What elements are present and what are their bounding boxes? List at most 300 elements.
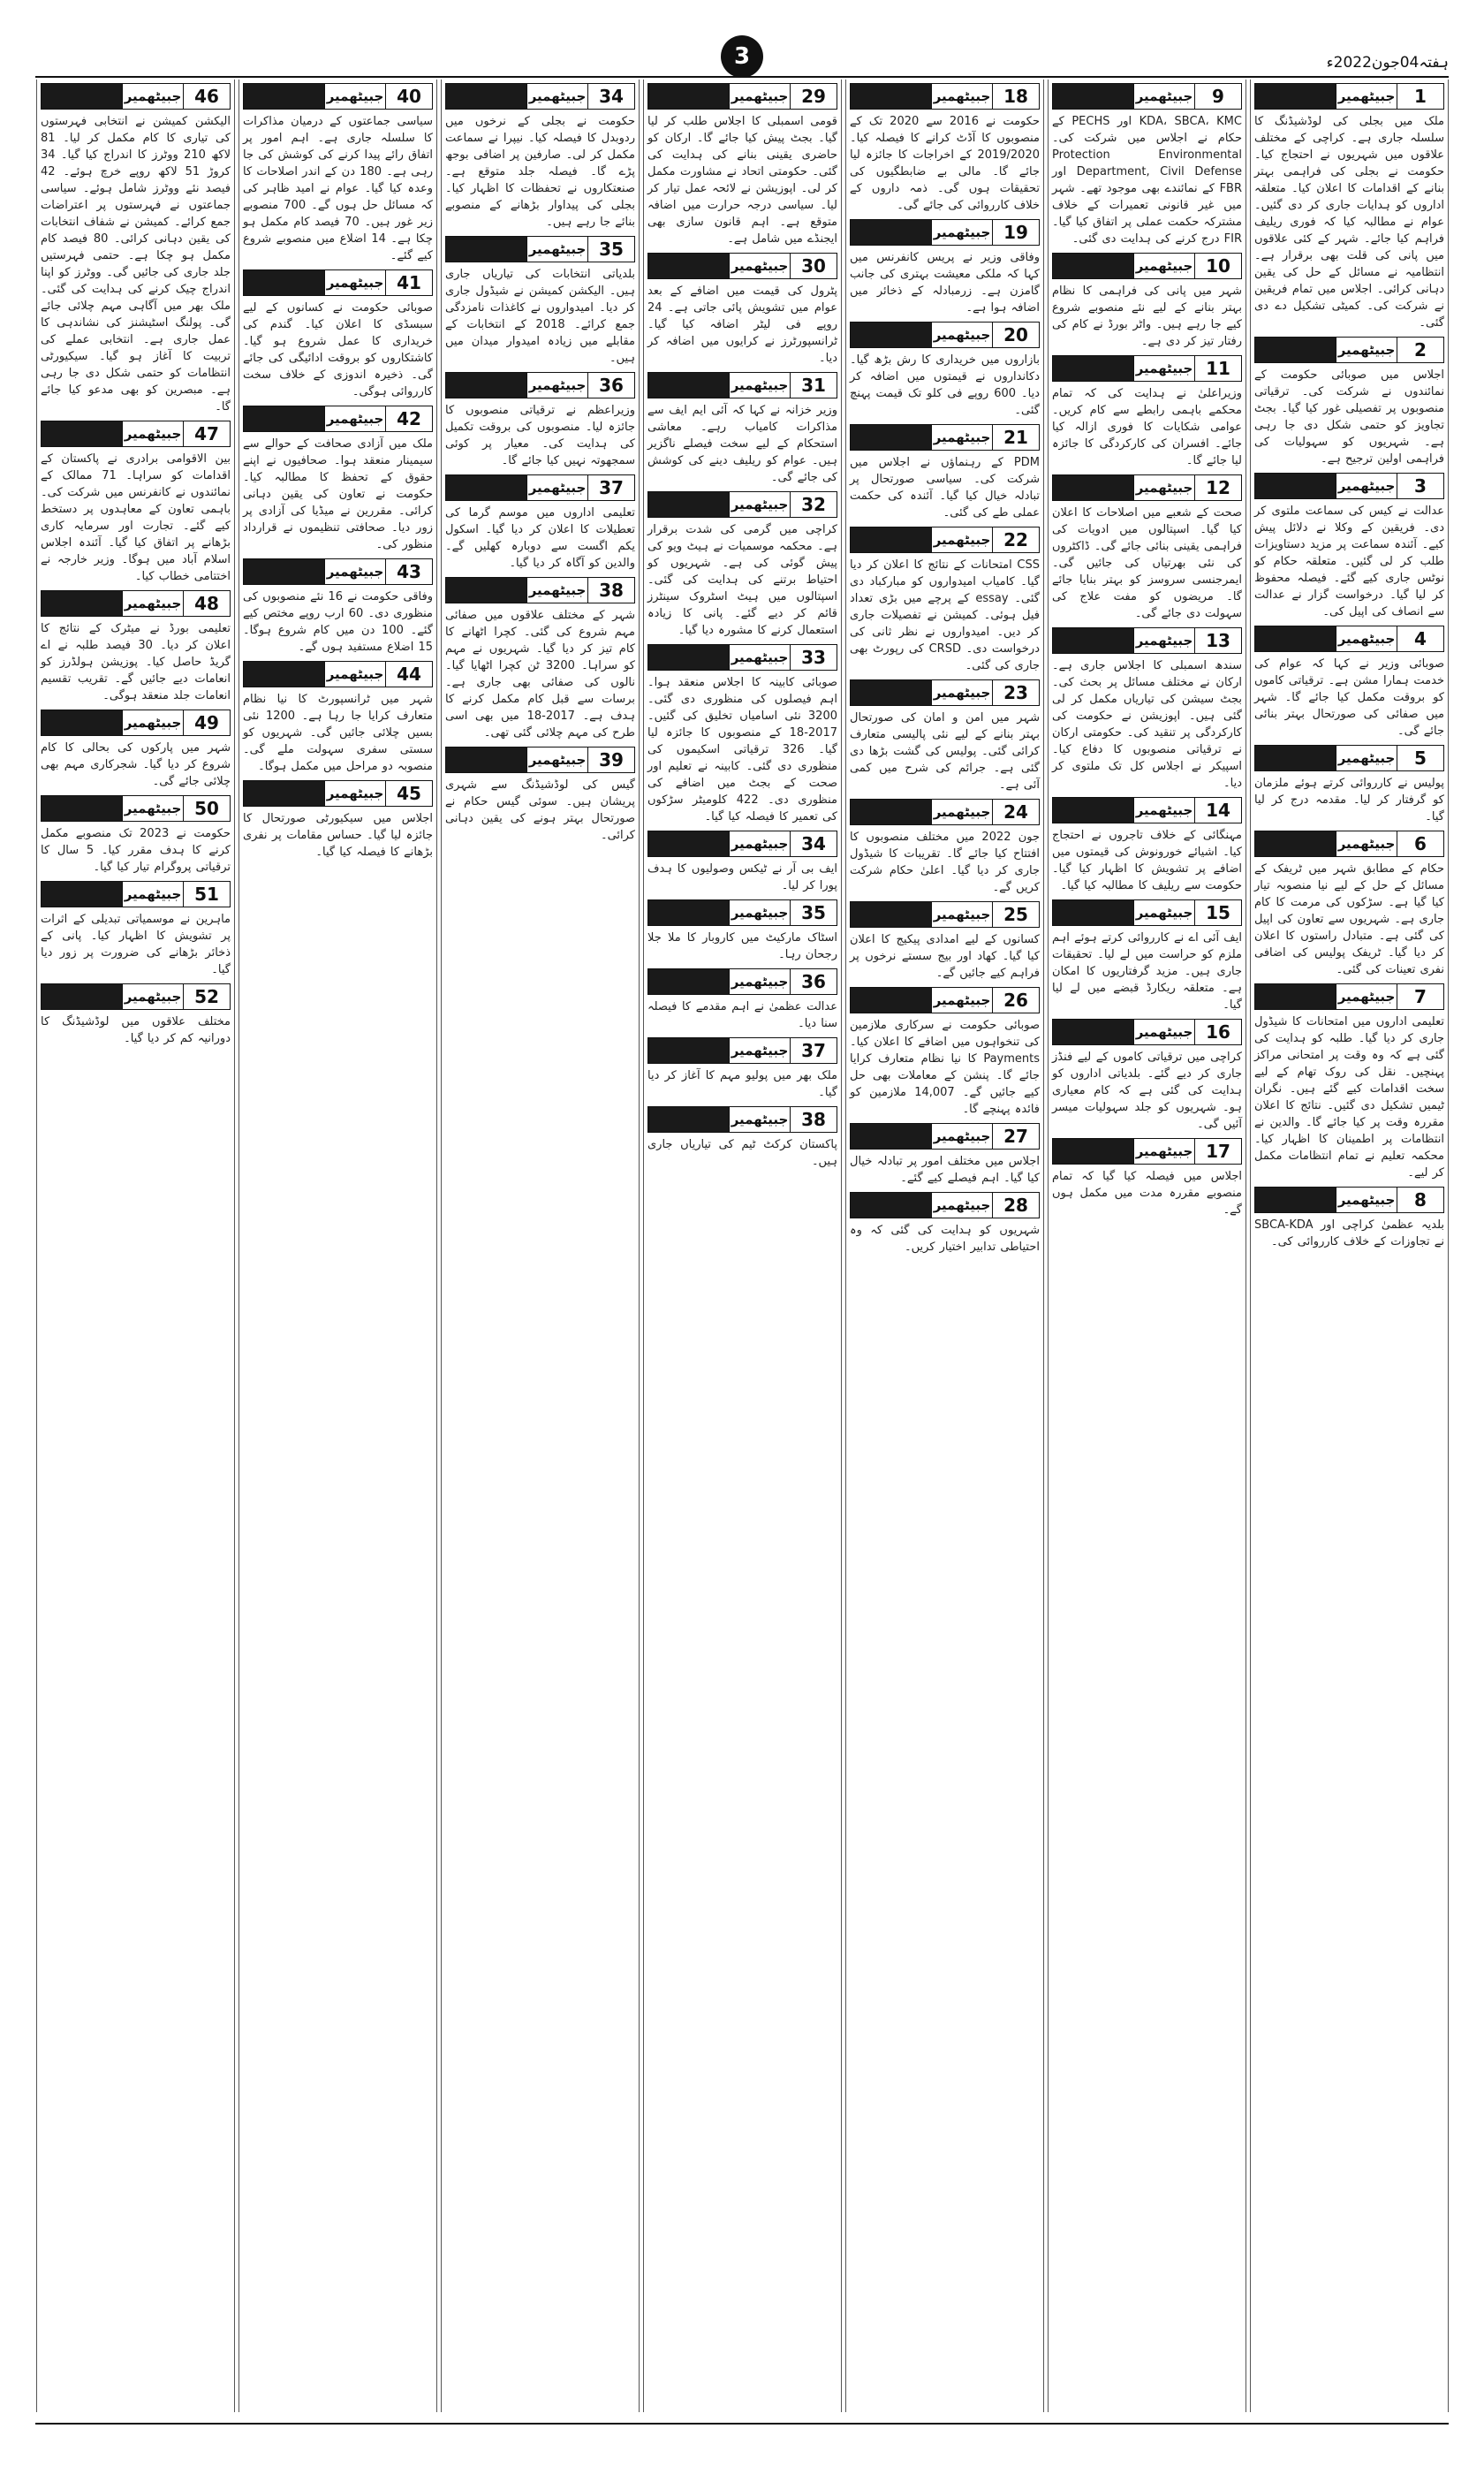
news-item [41,881,231,978]
news-item-body: پاکستان کرکٹ ٹیم کی تیاریاں جاری ہیں۔ [647,1138,837,1168]
news-item-number: 36 [588,373,634,398]
news-header-bar [42,421,122,446]
news-item-body: تعلیمی بورڈ نے میٹرک کے نتائج کا اعلان کر دیا۔ 30 فیصد طلبہ نے اے گریڈ حاصل کیا۔ پوزیشن ہولڈرز کو انعامات دیے جائیں گے۔ تقریب تقسیم انعامات جلد منعقد ہوگی۔ [41,622,231,702]
news-header-bar [42,882,122,907]
news-column [1250,80,1449,2412]
news-item-header [647,644,837,671]
news-item-label: جبیٹھمیر [324,559,386,584]
news-item [647,253,837,367]
news-item-number: 19 [993,220,1039,245]
news-header-bar [648,900,729,925]
news-item-label: جبیٹھمیر [526,748,588,772]
news-header-bar [446,475,526,500]
news-item-body: صوبائی کابینہ کا اجلاس منعقد ہوا۔ اہم فیصلوں کی منظوری دی گئی۔ 3200 نئی اسامیاں تخلیق کی گئیں۔ 2017-18 کے منصوبوں کا جائزہ لیا گیا۔ 326 ترقیاتی اسکیموں کی منظوری دی گئی۔ کابینہ نے تعلیم اور صحت کے بجٹ میں اضافے کی منظوری دی۔ 422 کلومیٹر سڑکوں کی تعمیر کا فیصلہ کیا گیا۔ [647,676,837,823]
news-item-number: 48 [184,591,230,616]
news-item [243,661,433,775]
news-item-number: 6 [1397,831,1443,856]
news-item-body: CSS امتحانات کے نتائج کا اعلان کر دیا گیا۔ کامیاب امیدواروں کو مبارکباد دی گئی۔ essay کے پرچے میں بڑی تعداد فیل ہوئی۔ کمیشن نے تفصیلات جاری کر دیں۔ امیدواروں نے نظر ثانی کی درخواست دی۔ CRSD کی رپورٹ بھی جاری کی گئی۔ [850,558,1040,672]
news-header-bar [244,559,324,584]
news-item [1254,983,1444,1181]
news-header-bar [648,492,729,517]
news-item-header [1254,831,1444,857]
news-item-number: 22 [993,527,1039,552]
news-item-label: جبیٹھمیر [1133,628,1195,653]
news-header-bar [851,84,931,109]
news-item-number: 46 [184,84,230,109]
news-item-number: 37 [791,1038,837,1063]
news-item [1052,1019,1242,1133]
news-item-number: 37 [588,475,634,500]
news-item [850,799,1040,896]
news-item-header [647,1037,837,1064]
news-item [1052,474,1242,622]
news-item-header [850,424,1040,451]
news-header-bar [1053,1139,1133,1164]
news-item-header [1052,797,1242,823]
news-item-label: جبیٹھمیر [324,84,386,109]
news-item-label: جبیٹھمیر [931,1124,993,1149]
news-item-label: جبیٹھمیر [122,984,184,1009]
news-item [445,83,635,231]
news-item-header [41,590,231,617]
news-header-bar [1053,84,1133,109]
news-item-header [41,83,231,110]
news-item-number: 12 [1195,475,1241,500]
news-item [445,747,635,844]
news-item-body: اجلاس میں سیکیورٹی صورتحال کا جائزہ لیا گیا۔ حساس مقامات پر نفری بڑھانے کا فیصلہ کیا گیا۔ [243,812,433,859]
news-item [850,424,1040,521]
news-item-label: جبیٹھمیر [122,591,184,616]
news-header-bar [1255,984,1336,1009]
news-item-number: 43 [386,559,432,584]
news-item-body: سندھ اسمبلی کا اجلاس جاری ہے۔ ارکان نے مختلف مسائل پر بحث کی۔ بجٹ سیشن کی تیاریاں مکمل کر لی گئی ہیں۔ اپوزیشن نے حکومت کی کارکردگی پر تنقید کی۔ حکومتی ارکان نے ترقیاتی منصوبوں کا دفاع کیا۔ اسپیکر نے اجلاس کل تک ملتوی کر دیا۔ [1052,659,1242,790]
news-item [41,795,231,876]
news-item-number: 1 [1397,84,1443,109]
news-item-label: جبیٹھمیر [1133,798,1195,823]
news-item-header [445,474,635,501]
news-header-bar [851,988,931,1013]
news-item-header [647,968,837,995]
news-item-body: اجلاس میں صوبائی حکومت کے نمائندوں نے شرکت کی۔ ترقیاتی منصوبوں پر تفصیلی غور کیا گیا۔ بجٹ تجاویز کو حتمی شکل دی جا رہی ہے۔ شہریوں کو سہولیات کی فراہمی اولین ترجیح ہے۔ [1254,368,1444,466]
news-item-label: جبیٹھمیر [931,680,993,705]
news-item-body: PDM کے رہنماؤں نے اجلاس میں شرکت کی۔ سیاسی صورتحال پر تبادلہ خیال کیا گیا۔ آئندہ کی حکمت عملی طے کی گئی۔ [850,456,1040,520]
news-item [850,679,1040,793]
news-header-bar [1053,356,1133,381]
news-item-label: جبیٹھمیر [931,220,993,245]
news-header-bar [851,220,931,245]
news-item-label: جبیٹھمیر [1133,900,1195,925]
news-header-bar [851,800,931,824]
news-item-number: 8 [1397,1188,1443,1212]
news-item-label: جبیٹھمیر [526,84,588,109]
news-item-header [850,219,1040,246]
news-item-number: 34 [791,831,837,856]
news-item-body: اسٹاک مارکیٹ میں کاروبار کا ملا جلا رجحان رہا۔ [647,931,837,961]
news-item-header [445,236,635,262]
news-item-body: ملک میں بجلی کی لوڈشیڈنگ کا سلسلہ جاری ہے۔ کراچی کے مختلف علاقوں میں شہریوں نے احتجاج کیا۔ حکومت نے بجلی کی فراہمی بہتر بنانے کے اقدامات کا اعلان کیا۔ متعلقہ اداروں کو ہدایات جاری کر دی گئیں۔ عوام نے مطالبہ کیا کہ فوری ریلیف فراہم کیا جائے۔ شہر کے کئی علاقوں میں پانی کی قلت بھی برقرار ہے۔ انتظامیہ نے مسائل کے حل کی یقین دہانی کرائی۔ اجلاس میں تمام فریقین نے شرکت کی۔ کمیٹی تشکیل دے دی گئی۔ [1254,115,1444,330]
news-header-bar [446,84,526,109]
news-item-header [850,1123,1040,1150]
news-item-header [1052,1019,1242,1045]
news-item-body: تعلیمی اداروں میں موسم گرما کی تعطیلات کا اعلان کر دیا گیا۔ اسکول یکم اگست سے دوبارہ کھلیں گے۔ والدین کو آگاہ کر دیا گیا۔ [445,506,635,570]
news-item-label: جبیٹھمیر [1133,254,1195,278]
news-item-label: جبیٹھمیر [1133,356,1195,381]
news-item-header [41,983,231,1010]
news-item-label: جبیٹھمیر [729,492,791,517]
news-item [647,831,837,894]
news-item-number: 15 [1195,900,1241,925]
news-item [1254,337,1444,467]
news-item-label: جبیٹھمیر [1336,746,1397,770]
news-item-header [850,987,1040,1013]
news-header-bar [42,796,122,821]
news-item-label: جبیٹھمیر [729,645,791,670]
news-item [1052,253,1242,350]
news-item-number: 2 [1397,338,1443,362]
news-item-number: 35 [791,900,837,925]
news-header-bar [244,270,324,295]
news-item-body: صوبائی حکومت نے کسانوں کے لیے سبسڈی کا اعلان کیا۔ گندم کی خریداری کا عمل شروع ہو گیا۔ کاشتکاروں کو بروقت ادائیگی کی جائے گی۔ ذخیرہ اندوزی کے خلاف سخت کارروائی ہوگی۔ [243,301,433,398]
news-item [850,1192,1040,1256]
news-item-label: جبیٹھمیر [526,578,588,603]
news-item-number: 41 [386,270,432,295]
news-item-number: 38 [791,1107,837,1132]
news-header-bar [446,237,526,262]
news-item-label: جبیٹھمیر [729,1038,791,1063]
news-item [243,558,433,656]
news-item-header [243,661,433,687]
news-item-body: عدالت عظمیٰ نے اہم مقدمے کا فیصلہ سنا دیا۔ [647,1000,837,1030]
news-item-header [445,577,635,603]
news-item-body: صوبائی وزیر نے کہا کہ عوام کی خدمت ہمارا مشن ہے۔ ترقیاتی کاموں کو بروقت مکمل کیا جائے گا۔ شہر میں صفائی کی صورتحال بہتر بنائی جائے گی۔ [1254,657,1444,738]
news-item [41,83,231,415]
news-item-number: 49 [184,710,230,735]
news-item [647,1037,837,1101]
news-column [845,80,1044,2412]
news-item-body: الیکشن کمیشن نے انتخابی فہرستوں کی تیاری کا کام مکمل کر لیا۔ 81 لاکھ 210 ووٹرز کا اندراج کیا گیا۔ 34 کروڑ 51 لاکھ روپے خرچ ہوئے۔ 42 فیصد نئے ووٹرز شامل ہوئے۔ سیاسی جماعتوں نے فہرستوں پر اعتراضات جمع کرائے۔ کمیشن نے شفاف انتخابات کی یقین دہانی کرائی۔ 80 فیصد کام مکمل ہو چکا ہے۔ حتمی فہرستیں جلد جاری کی جائیں گی۔ ووٹرز کو اپنا اندراج چیک کرنے کی ہدایت کی گئی۔ ملک بھر میں آگاہی مہم چلائی جائے گی۔ پولنگ اسٹیشنز کی نشاندہی کا عمل جاری ہے۔ انتخابی عملے کی تربیت کا آغاز ہو گیا۔ سیکیورٹی انتظامات کو حتمی شکل دی جا رہی ہے۔ مبصرین کو بھی مدعو کیا جائے گا۔ [41,115,231,414]
news-item [647,644,837,825]
news-item-number: 30 [791,254,837,278]
news-item-body: قومی اسمبلی کا اجلاس طلب کر لیا گیا۔ بجٹ پیش کیا جائے گا۔ ارکان کو حاضری یقینی بنانے کی ہدایت کی گئی۔ حکومتی اتحاد نے مشاورت مکمل کر لی۔ اپوزیشن نے لائحہ عمل تیار کر لیا۔ سیاسی درجہ حرارت میں اضافہ متوقع ہے۔ اہم قانون سازی بھی ایجنڈے میں شامل ہے۔ [647,115,837,246]
news-item-label: جبیٹھمیر [526,237,588,262]
news-item-body: وزیراعظم نے ترقیاتی منصوبوں کا جائزہ لیا۔ منصوبوں کی بروقت تکمیل کی ہدایت کی۔ معیار پر کوئی سمجھوتہ نہیں کیا جائے گا۔ [445,404,635,467]
news-item-body: بلدیاتی انتخابات کی تیاریاں جاری ہیں۔ الیکشن کمیشن نے شیڈول جاری کر دیا۔ امیدواروں نے کاغذات نامزدگی جمع کرائے۔ 2018 کے انتخابات کے مقابلے میں زیادہ امیدوار میدان میں ہیں۔ [445,268,636,365]
news-header-bar [446,578,526,603]
news-item-number: 24 [993,800,1039,824]
news-item-header [647,831,837,857]
news-item-number: 18 [993,84,1039,109]
news-item-body: عدالت نے کیس کی سماعت ملتوی کر دی۔ فریقین کے وکلا نے دلائل پیش کیے۔ آئندہ سماعت پر مزید دستاویزات طلب کر لی گئیں۔ متعلقہ حکام کو نوٹس جاری کیے گئے۔ فیصلہ محفوظ کر لیا گیا۔ درخواست گزار نے عدالت سے انصاف کی اپیل کی۔ [1254,505,1444,618]
news-item-number: 36 [791,969,837,994]
news-item-label: جبیٹھمیر [324,270,386,295]
news-item-header [647,491,837,518]
news-item [850,901,1040,982]
news-item-header [850,322,1040,348]
news-item-header [243,780,433,807]
news-item-body: وفاقی وزیر نے پریس کانفرنس میں کہا کہ ملکی معیشت بہتری کی جانب گامزن ہے۔ زرمبادلہ کے ذخائر میں اضافہ ہوا ہے۔ [850,251,1040,315]
news-item [41,710,231,790]
news-item-header [243,558,433,585]
news-item [850,527,1040,674]
news-item-label: جبیٹھمیر [526,373,588,398]
news-column [36,80,235,2412]
news-item-number: 23 [993,680,1039,705]
news-item-number: 27 [993,1124,1039,1149]
news-header-bar [851,1193,931,1218]
news-item-header [243,83,433,110]
news-item-header [445,372,635,398]
news-item [1052,899,1242,1013]
page-header [0,35,1484,71]
news-item-body: پٹرول کی قیمت میں اضافے کے بعد عوام میں تشویش پائی جاتی ہے۔ 24 روپے فی لیٹر اضافہ کیا گیا۔ ٹرانسپورٹرز نے کرایوں میں اضافہ کر دیا۔ [647,285,837,365]
news-item-label: جبیٹھمیر [1336,626,1397,651]
news-item-header [41,795,231,822]
news-header-bar [648,373,729,398]
news-item-body: بازاروں میں خریداری کا رش بڑھ گیا۔ دکانداروں نے قیمتوں میں اضافہ کر دیا۔ 600 روپے فی کلو تک قیمت پہنچ گئی۔ [850,353,1040,417]
news-item-body: حکام کے مطابق شہر میں ٹریفک کے مسائل کے حل کے لیے نیا منصوبہ تیار کیا گیا ہے۔ سڑکوں کی مرمت کا کام جاری ہے۔ شہریوں سے تعاون کی اپیل کی گئی ہے۔ متبادل راستوں کا اعلان کر دیا گیا۔ ٹریفک پولیس کی اضافی نفری تعینات کی گئی۔ [1254,862,1444,976]
news-item [243,780,433,861]
news-header-bar [1255,474,1336,498]
news-item-header [1052,355,1242,382]
news-item [850,322,1040,419]
news-column [441,80,640,2412]
news-header-bar [648,254,729,278]
news-item-header [850,83,1040,110]
news-item [647,83,837,247]
news-item-label: جبیٹھمیر [729,84,791,109]
news-header-bar [648,1038,729,1063]
news-item-body: شہر میں امن و امان کی صورتحال بہتر بنانے کے لیے نئی پالیسی متعارف کرائی گئی۔ پولیس کی گشت بڑھا دی گئی ہے۔ جرائم کی شرح میں کمی آئی ہے۔ [850,711,1040,792]
news-item-body: صحت کے شعبے میں اصلاحات کا اعلان کیا گیا۔ اسپتالوں میں ادویات کی فراہمی یقینی بنائی جائے گی۔ ڈاکٹروں کی نئی بھرتیاں کی جائیں گی۔ ایمرجنسی سروسز کو بہتر بنایا جائے گا۔ مریضوں کو مفت علاج کی سہولت دی جائے گی۔ [1052,506,1242,620]
news-item-number: 4 [1397,626,1443,651]
news-header-bar [1053,1020,1133,1044]
news-item-number: 40 [386,84,432,109]
news-item [647,372,837,486]
news-item-label: جبیٹھمیر [931,988,993,1013]
news-item-body: ایف آئی اے نے کارروائی کرتے ہوئے اہم ملزم کو حراست میں لے لیا۔ تحقیقات جاری ہیں۔ مزید گرفتاریوں کا امکان ہے۔ متعلقہ ریکارڈ قبضے میں لے لیا گیا۔ [1052,931,1242,1012]
news-item-body: شہر میں ٹرانسپورٹ کا نیا نظام متعارف کرایا جا رہا ہے۔ 1200 نئی بسیں چلائی جائیں گی۔ شہریوں کو سستی سفری سہولت ملے گی۔ منصوبہ دو مراحل میں مکمل ہوگا۔ [243,693,433,773]
news-item-header [850,527,1040,553]
news-item-number: 32 [791,492,837,517]
news-item-number: 25 [993,902,1039,927]
news-item-label: جبیٹھمیر [122,882,184,907]
news-item-header [243,406,433,432]
news-item-label: جبیٹھمیر [931,800,993,824]
news-item [850,219,1040,316]
news-item-body: حکومت نے 2023 تک منصوبے مکمل کرنے کا ہدف مقرر کیا۔ 5 سال کا ترقیاتی پروگرام تیار کیا گیا۔ [41,827,231,874]
news-item-label: جبیٹھمیر [729,1107,791,1132]
news-header-bar [851,527,931,552]
news-item-label: جبیٹھمیر [1336,984,1397,1009]
news-item-body: گیس کی لوڈشیڈنگ سے شہری پریشان ہیں۔ سوئی گیس حکام نے صورتحال بہتر ہونے کی یقین دہانی کرائی۔ [445,778,635,842]
news-item-body: سیاسی جماعتوں کے درمیان مذاکرات کا سلسلہ جاری ہے۔ اہم امور پر اتفاق رائے پیدا کرنے کی کوشش کی جا رہی ہے۔ 180 دن کے اندر اصلاحات کا وعدہ کیا گیا۔ عوام نے امید ظاہر کی کہ مسائل حل ہوں گے۔ 700 منصوبے زیر غور ہیں۔ 70 فیصد کام مکمل ہو چکا ہے۔ 14 اضلاع میں منصوبے شروع کیے گئے۔ [243,115,434,262]
news-item-body: وزیراعلیٰ نے ہدایت کی کہ تمام محکمے باہمی رابطے سے کام کریں۔ عوامی شکایات کا فوری ازالہ کیا جائے۔ افسران کی کارکردگی کا جائزہ لیا جائے گا۔ [1052,387,1242,467]
news-header-bar [1053,475,1133,500]
news-item-header [850,1192,1040,1218]
news-item-number: 28 [993,1193,1039,1218]
news-item [445,577,635,741]
news-item-body: حکومت نے 2016 سے 2020 تک کے منصوبوں کا آڈٹ کرانے کا فیصلہ کیا۔ 2019/2020 کے اخراجات کا جائزہ لیا جائے گا۔ مالی بے ضابطگیوں کی تحقیقات ہوں گی۔ ذمہ داروں کے خلاف کارروائی کی جائے گی۔ [850,115,1040,212]
news-item-body: حکومت نے بجلی کے نرخوں میں ردوبدل کا فیصلہ کیا۔ نیپرا نے سماعت مکمل کر لی۔ صارفین پر اضافی بوجھ پڑے گا۔ فیصلہ جلد متوقع ہے۔ صنعتکاروں نے تحفظات کا اظہار کیا۔ بجلی کی پیداوار بڑھانے کے منصوبے بنائے جا رہے ہیں۔ [445,115,635,229]
news-item-number: 5 [1397,746,1443,770]
news-item-label: جبیٹھمیر [324,781,386,806]
news-item-number: 20 [993,323,1039,347]
news-header-bar [851,680,931,705]
news-item-header [1052,253,1242,279]
news-item-number: 26 [993,988,1039,1013]
news-item-label: جبیٹھمیر [931,84,993,109]
news-item-number: 9 [1195,84,1241,109]
news-item-label: جبیٹھمیر [1336,831,1397,856]
news-header-bar [244,662,324,687]
news-item [647,899,837,963]
news-item-header [1254,983,1444,1010]
news-item-number: 16 [1195,1020,1241,1044]
news-item-number: 51 [184,882,230,907]
news-item [1052,1138,1242,1218]
news-header-bar [648,645,729,670]
news-item-label: جبیٹھمیر [1133,1020,1195,1044]
news-item-number: 14 [1195,798,1241,823]
news-item-header [1052,1138,1242,1165]
news-item-header [1254,745,1444,771]
news-item [1254,626,1444,740]
news-item [41,983,231,1047]
news-item-header [243,269,433,296]
news-item-body: ملک بھر میں پولیو مہم کا آغاز کر دیا گیا۔ [647,1069,837,1099]
news-item-header [647,372,837,398]
news-item-header [445,83,635,110]
news-header-bar [851,323,931,347]
news-item-header [850,679,1040,706]
news-header-bar [42,710,122,735]
news-column [1048,80,1246,2412]
news-columns [35,80,1449,2412]
news-item-number: 13 [1195,628,1241,653]
news-item-body: مہنگائی کے خلاف تاجروں نے احتجاج کیا۔ اشیائے خورونوش کی قیمتوں میں اضافے پر تشویش کا اظہار کیا گیا۔ حکومت سے ریلیف کا مطالبہ کیا گیا۔ [1052,829,1242,892]
news-header-bar [1255,626,1336,651]
news-header-bar [446,373,526,398]
news-item [1254,473,1444,620]
news-column [643,80,842,2412]
news-item-body: بلدیہ عظمیٰ کراچی اور SBCA-KDA نے تجاوزات کے خلاف کارروائی کی۔ [1254,1218,1444,1248]
news-header-bar [1255,831,1336,856]
news-header-bar [1053,254,1133,278]
news-header-bar [1053,798,1133,823]
news-item-label: جبیٹھمیر [931,902,993,927]
news-item-body: تعلیمی اداروں میں امتحانات کا شیڈول جاری کر دیا گیا۔ طلبہ کو ہدایت کی گئی ہے کہ وہ وقت پر امتحانی مراکز پہنچیں۔ نقل کی روک تھام کے لیے سخت اقدامات کیے گئے ہیں۔ نگران ٹیمیں تشکیل دی گئیں۔ نتائج کا اعلان مقررہ وقت پر کیا جائے گا۔ والدین نے انتظامات پر اطمینان کا اظہار کیا۔ محکمہ تعلیم نے تمام انتظامات مکمل کر لیے۔ [1254,1015,1444,1180]
news-item [243,406,433,553]
news-item-label: جبیٹھمیر [931,323,993,347]
news-item-number: 10 [1195,254,1241,278]
news-item-number: 44 [386,662,432,687]
news-item-header [41,710,231,736]
news-item-body: بین الاقوامی برادری نے پاکستان کے اقدامات کو سراہا۔ 71 ممالک کے نمائندوں نے کانفرنس میں شرکت کی۔ باہمی تعاون کے معاہدوں پر دستخط کیے گئے۔ تجارت اور سرمایہ کاری بڑھانے پر اتفاق کیا گیا۔ آئندہ اجلاس اسلام آباد میں ہوگا۔ وزیر خارجہ نے اختتامی خطاب کیا۔ [41,452,231,583]
news-item-body: مختلف علاقوں میں لوڈشیڈنگ کا دورانیہ کم کر دیا گیا۔ [41,1015,231,1045]
news-item-header [445,747,635,773]
news-item-body: شہر کے مختلف علاقوں میں صفائی مہم شروع کی گئی۔ کچرا اٹھانے کا کام تیز کر دیا گیا۔ شہریوں نے مہم کو سراہا۔ 3200 ٹن کچرا اٹھایا گیا۔ نالوں کی صفائی بھی جاری ہے۔ برسات سے قبل کام مکمل کرنے کا ہدف ہے۔ 2017-18 میں بھی اسی طرح کی مہم چلائی گئی تھی۔ [445,609,635,740]
news-item-body: شہر میں پانی کی فراہمی کا نظام بہتر بنانے کے لیے نئے منصوبے شروع کیے جا رہے ہیں۔ واٹر بورڈ نے کام کی رفتار تیز کر دی ہے۔ [1052,285,1242,348]
news-item-header [647,899,837,926]
news-header-bar [851,902,931,927]
news-item [243,269,433,400]
news-header-bar [1255,1188,1336,1212]
footer-divider [35,2423,1449,2425]
news-item-label: جبیٹھمیر [122,84,184,109]
news-item [1254,1187,1444,1250]
news-item-label: جبیٹھمیر [1336,84,1397,109]
news-item-label: جبیٹھمیر [1133,1139,1195,1164]
news-item-number: 11 [1195,356,1241,381]
news-item-label: جبیٹھمیر [931,425,993,450]
news-item-header [1254,337,1444,363]
news-item-body: وزیر خزانہ نے کہا کہ آئی ایم ایف سے مذاکرات کامیاب رہے۔ معاشی استحکام کے لیے سخت فیصلے ناگزیر ہیں۔ عوام کو ریلیف دینے کی کوشش کی جائے گی۔ [647,404,837,484]
news-item-header [850,799,1040,825]
news-header-bar [648,969,729,994]
news-item [647,491,837,639]
news-item-body: کراچی میں گرمی کی شدت برقرار ہے۔ محکمہ موسمیات نے ہیٹ ویو کی پیش گوئی کی ہے۔ شہریوں کو احتیاط برتنے کی ہدایت کی گئی۔ اسپتالوں میں ہیٹ اسٹروک سینٹرز قائم کر دیے گئے۔ پانی کا زیادہ استعمال کرنے کا مشورہ دیا گیا۔ [647,523,837,637]
news-item-label: جبیٹھمیر [1336,338,1397,362]
news-item [647,1106,837,1170]
news-item-header [41,421,231,447]
news-header-bar [648,84,729,109]
news-item-number: 47 [184,421,230,446]
news-item-body: اجلاس میں مختلف امور پر تبادلہ خیال کیا گیا۔ اہم فیصلے کیے گئے۔ [850,1155,1040,1185]
news-item-label: جبیٹھمیر [324,662,386,687]
news-item-number: 17 [1195,1139,1241,1164]
news-item-body: پولیس نے کارروائی کرتے ہوئے ملزمان کو گرفتار کر لیا۔ مقدمہ درج کر لیا گیا۔ [1254,777,1444,823]
news-item-number: 7 [1397,984,1443,1009]
news-header-bar [648,831,729,856]
news-item-label: جبیٹھمیر [931,1193,993,1218]
news-item-header [41,881,231,907]
news-item-header [850,901,1040,928]
news-item-label: جبیٹھمیر [122,421,184,446]
news-item-label: جبیٹھمیر [729,831,791,856]
news-item-label: جبیٹھمیر [1133,84,1195,109]
news-item-body: کراچی میں ترقیاتی کاموں کے لیے فنڈز جاری کر دیے گئے۔ بلدیاتی اداروں کو ہدایت کی گئی ہے کہ کام معیاری ہو۔ شہریوں کو جلد سہولیات میسر آئیں گی۔ [1052,1051,1242,1131]
news-header-bar [1255,84,1336,109]
page-number-badge: 3 [721,35,763,78]
news-item-header [647,253,837,279]
news-item-label: جبیٹھمیر [1336,1188,1397,1212]
news-item-header [1254,626,1444,652]
news-item [1052,797,1242,894]
news-item-body: ملک میں آزادی صحافت کے حوالے سے سیمینار منعقد ہوا۔ صحافیوں نے اپنے حقوق کے تحفظ کا مطالبہ کیا۔ حکومت نے تعاون کی یقین دہانی کرائی۔ مقررین نے میڈیا کی آزادی پر زور دیا۔ صحافتی تنظیموں نے قرارداد منظور کی۔ [243,437,433,551]
news-item-header [1254,83,1444,110]
news-item-label: جبیٹھمیر [729,254,791,278]
news-item [1052,355,1242,469]
news-item [445,372,635,469]
news-item [850,987,1040,1118]
news-item-header [1254,1187,1444,1213]
news-item-body: جون 2022 میں مختلف منصوبوں کا افتتاح کیا جائے گا۔ تقریبات کا شیڈول جاری کر دیا گیا۔ اعلیٰ حکام شرکت کریں گے۔ [850,831,1040,894]
news-header-bar [1255,746,1336,770]
news-item-body: شہر میں پارکوں کی بحالی کا کام شروع کر دیا گیا۔ شجرکاری مہم بھی چلائی جائے گی۔ [41,741,231,788]
news-item [1254,83,1444,331]
news-header-bar [851,425,931,450]
news-item-body: KDA، SBCA، KMC اور PECHS کے حکام نے اجلاس میں شرکت کی۔ Protection Environmental Department, Civil Defense اور FBR کے نمائندے بھی موجود تھے۔ شہر میں غیر قانونی تعمیرات کے خلاف مشترکہ حکمت عملی پر اتفاق کیا گیا۔ FIR درج کرنے کی ہدایت دی گئی۔ [1052,115,1242,246]
news-item [850,83,1040,214]
news-header-bar [42,591,122,616]
news-item-number: 21 [993,425,1039,450]
news-item-header [1052,474,1242,501]
news-header-bar [1053,900,1133,925]
news-header-bar [851,1124,931,1149]
news-header-bar [648,1107,729,1132]
news-column [238,80,437,2412]
news-item-body: اجلاس میں فیصلہ کیا گیا کہ تمام منصوبے مقررہ مدت میں مکمل ہوں گے۔ [1052,1170,1242,1217]
